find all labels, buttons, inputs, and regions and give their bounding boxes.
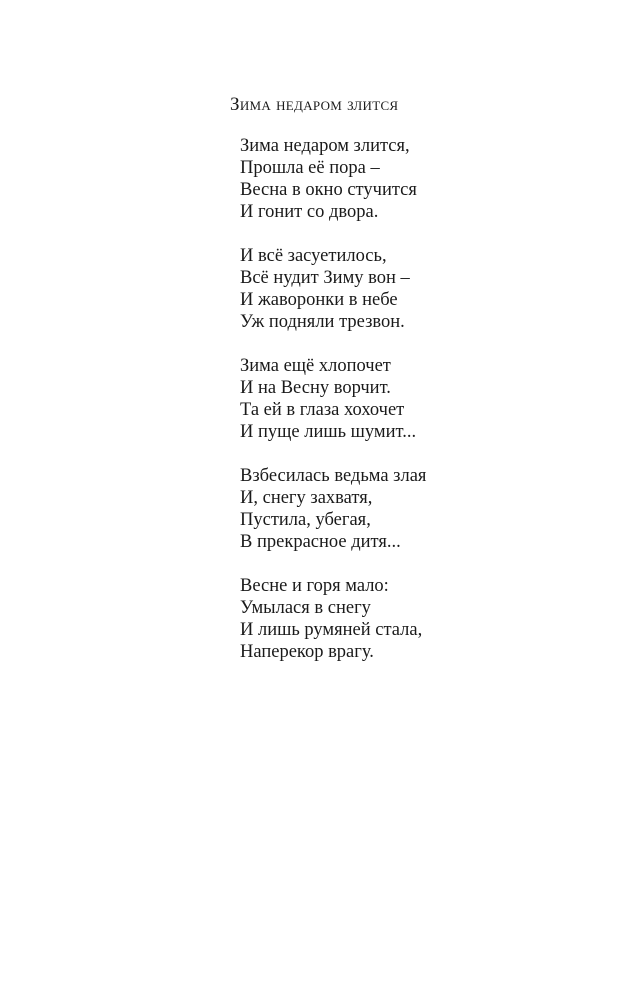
poem-line: И жаворонки в небе: [240, 290, 398, 310]
poem-title: Зима недаром злится: [230, 94, 399, 115]
poem-body: [240, 135, 580, 685]
poem-line: Зима ещё хлопочет: [240, 356, 391, 376]
poem-line: И пуще лишь шумит...: [240, 422, 417, 442]
poem-line: Та ей в глаза хохочет: [240, 400, 405, 420]
stanza-3: [240, 355, 580, 443]
poem-line: Весне и горя мало:: [240, 576, 389, 596]
poem-line: И всё засуетилось,: [240, 246, 387, 266]
poem-line: В прекрасное дитя...: [240, 532, 401, 552]
poem-line: И, снегу захватя,: [240, 488, 373, 508]
stanza-5: [240, 575, 580, 663]
poem-line: И лишь румяней стала,: [240, 620, 423, 640]
poem-line: Прошла её пора –: [240, 158, 380, 178]
stanza-4: [240, 465, 580, 553]
poem-line: Весна в окно стучится: [240, 180, 417, 200]
stanza-2: [240, 245, 580, 333]
poem-line: Уж подняли трезвон.: [240, 312, 405, 332]
poem-line: Зима недаром злится,: [240, 136, 410, 156]
stanza-1: [240, 135, 580, 223]
poem-line: Всё нудит Зиму вон –: [240, 268, 410, 288]
poem-line: Пустила, убегая,: [240, 510, 371, 530]
poem-line: Наперекор врагу.: [240, 642, 374, 662]
poem-line: Взбесилась ведьма злая: [240, 466, 427, 486]
poem-line: Умылася в снегу: [240, 598, 371, 618]
poem-line: И на Весну ворчит.: [240, 378, 391, 398]
poem-line: И гонит со двора.: [240, 202, 379, 222]
